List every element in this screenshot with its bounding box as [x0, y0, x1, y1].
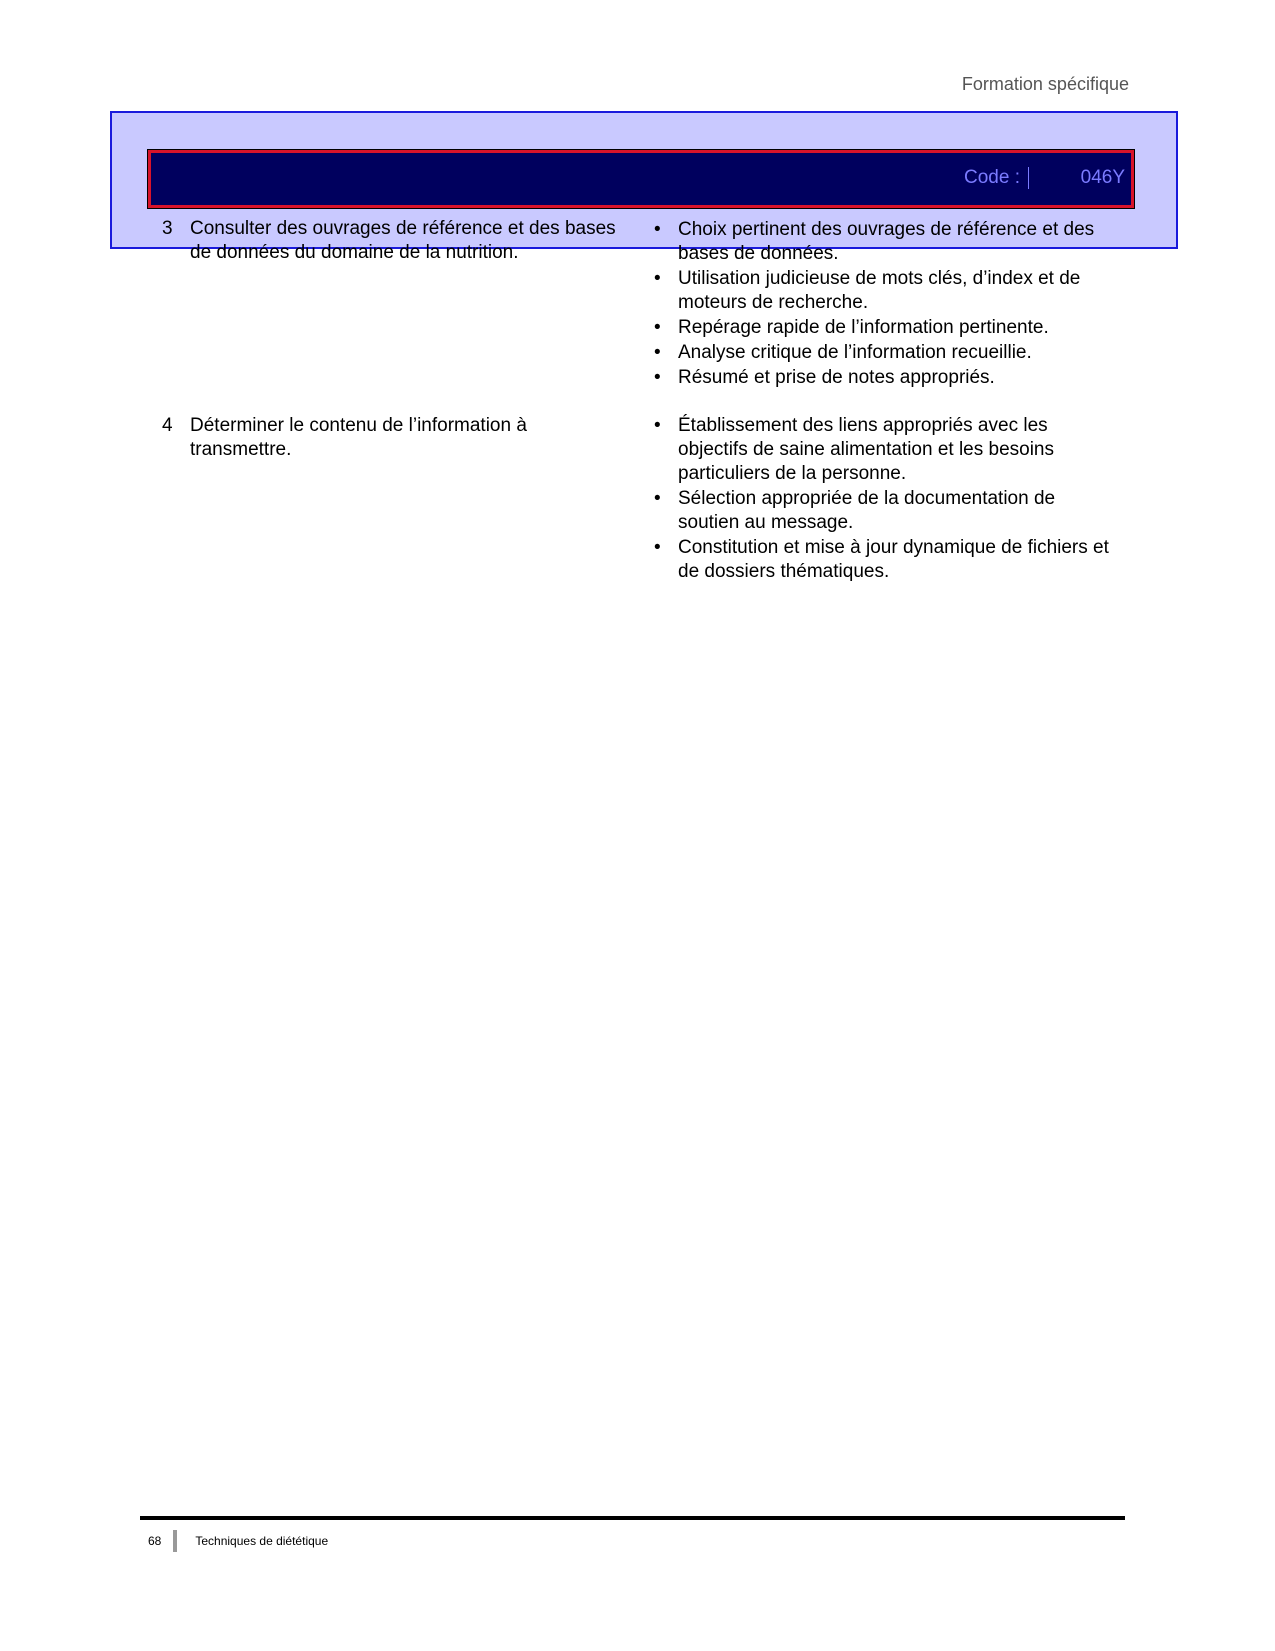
code-divider — [1028, 167, 1029, 189]
code-label: Code : — [964, 167, 1020, 188]
running-title: Formation spécifique — [961, 74, 1129, 94]
bullet-icon: • — [654, 537, 661, 558]
footer-divider — [173, 1530, 177, 1552]
page-number: 68 — [148, 1534, 162, 1548]
program-title: Techniques de diététique — [195, 1534, 329, 1548]
criterion: • Sélection appropriée de la documentation de soutien au message. — [654, 488, 1056, 533]
bullet-icon: • — [654, 367, 661, 388]
bullet-icon: • — [654, 317, 661, 338]
criterion: • Établissement des liens appropriés avec les objectifs de saine alimentation et les besoins particuliers de la personne. — [654, 415, 1055, 484]
criterion: • Constitution et mise à jour dynamique de fichiers et de dossiers thématiques. — [654, 537, 1109, 582]
element-3 — [162, 217, 632, 265]
criterion: • Repérage rapide de l’information pertinente. — [654, 317, 1049, 338]
page-footer — [148, 1530, 328, 1552]
criterion: • Analyse critique de l’information recueillie. — [654, 342, 1032, 363]
element-4 — [162, 414, 632, 462]
criterion: • Résumé et prise de notes appropriés. — [654, 367, 995, 388]
element-number: 3 — [162, 218, 173, 239]
code-field — [964, 167, 1125, 189]
bullet-icon: • — [654, 342, 661, 363]
criterion: • Choix pertinent des ouvrages de référence et des bases de données. — [654, 219, 1095, 264]
bullet-icon: • — [654, 415, 661, 436]
footer-rule — [140, 1516, 1125, 1520]
bullet-icon: • — [654, 268, 661, 289]
element-number: 4 — [162, 415, 173, 436]
bullet-icon: • — [654, 219, 661, 240]
criterion: • Utilisation judicieuse de mots clés, d’index et de moteurs de recherche. — [654, 268, 1081, 313]
criteria-list-3 — [654, 218, 1114, 391]
criteria-list-4 — [654, 414, 1114, 585]
element-statement: Consulter des ouvrages de référence et des bases de données du domaine de la nutrition. — [190, 218, 616, 263]
code-value: 046Y — [1080, 167, 1125, 188]
element-statement: Déterminer le contenu de l’information à transmettre. — [190, 415, 527, 460]
code-bar — [148, 150, 1134, 208]
bullet-icon: • — [654, 488, 661, 509]
